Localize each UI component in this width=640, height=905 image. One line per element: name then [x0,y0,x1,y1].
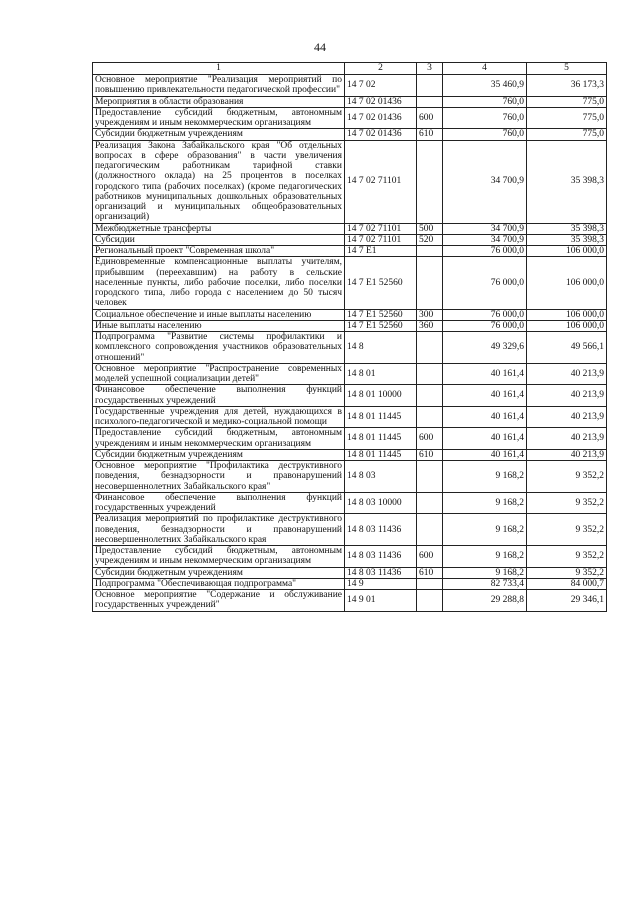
row-code: 14 7 02 01436 [345,96,417,107]
row-amount-1: 49 329,6 [443,332,527,364]
row-expense-type [417,385,443,407]
row-code: 14 8 01 10000 [345,385,417,407]
row-code: 14 7 02 71101 [345,234,417,245]
row-name: Реализация Закона Забайкальского края "Об отдельных вопросах в сфере образования" в части увеличения педагогическим работникам тарифной ставки (должностного оклада) на 25 процентов в поселках городского типа (рабочих поселках) (кроме педагогических работников муниципальных дошкольных образовательных организаций и муниципальных общеобразовательных организаций) [93,140,345,223]
table-row [93,514,607,546]
table-row [93,578,607,589]
row-name: Мероприятия в области образования [93,96,345,107]
row-name: Субсидии [93,234,345,245]
table-row [93,129,607,140]
row-code: 14 7 E1 52560 [345,320,417,331]
table-row [93,320,607,331]
row-amount-1: 76 000,0 [443,320,527,331]
row-code: 14 7 02 01436 [345,107,417,129]
row-amount-2: 9 352,2 [527,492,607,514]
table-row [93,223,607,234]
row-expense-type [417,257,443,309]
row-amount-2: 106 000,0 [527,320,607,331]
row-amount-1: 82 733,4 [443,578,527,589]
row-expense-type: 600 [417,107,443,129]
row-expense-type [417,514,443,546]
row-expense-type: 520 [417,234,443,245]
row-amount-1: 9 168,2 [443,546,527,568]
table-row [93,428,607,450]
row-amount-1: 34 700,9 [443,223,527,234]
row-amount-2: 775,0 [527,96,607,107]
table-row [93,546,607,568]
row-amount-1: 34 700,9 [443,140,527,223]
row-amount-2: 106 000,0 [527,246,607,257]
row-amount-1: 760,0 [443,96,527,107]
row-expense-type [417,246,443,257]
row-expense-type [417,590,443,612]
row-amount-2: 40 213,9 [527,363,607,385]
row-expense-type [417,461,443,493]
row-amount-1: 29 288,8 [443,590,527,612]
table-row [93,406,607,428]
row-amount-1: 40 161,4 [443,385,527,407]
table-row [93,492,607,514]
table-row [93,140,607,223]
table-row [93,96,607,107]
row-code: 14 8 [345,332,417,364]
row-name: Региональный проект "Современная школа" [93,246,345,257]
table-row [93,246,607,257]
row-name: Субсидии бюджетным учреждениям [93,129,345,140]
row-amount-1: 35 460,9 [443,75,527,97]
row-amount-2: 36 173,3 [527,75,607,97]
row-name: Предоставление субсидий бюджетным, автономным учреждениям и иным некоммерческим организациям [93,428,345,450]
row-amount-1: 76 000,0 [443,246,527,257]
row-expense-type: 610 [417,449,443,460]
header-col-3: 3 [417,63,443,75]
row-code: 14 8 01 11445 [345,449,417,460]
row-amount-1: 9 168,2 [443,514,527,546]
row-expense-type [417,75,443,97]
row-expense-type [417,363,443,385]
row-code: 14 9 [345,578,417,589]
row-amount-2: 106 000,0 [527,309,607,320]
row-name: Подпрограмма "Развитие системы профилактики и комплексного сопровождения участников образовательных отношений" [93,332,345,364]
row-code: 14 8 01 11445 [345,406,417,428]
row-expense-type: 600 [417,546,443,568]
header-col-2: 2 [345,63,417,75]
row-name: Основное мероприятие "Реализация мероприятий по повышению привлекательности педагогической профессии" [93,75,345,97]
row-amount-2: 775,0 [527,107,607,129]
row-amount-2: 9 352,2 [527,514,607,546]
table-row [93,567,607,578]
row-amount-1: 9 168,2 [443,567,527,578]
row-name: Основное мероприятие "Распространение современных моделей успешной социализации детей" [93,363,345,385]
row-amount-2: 40 213,9 [527,406,607,428]
row-name: Основное мероприятие "Содержание и обслуживание государственных учреждений" [93,590,345,612]
row-amount-2: 9 352,2 [527,567,607,578]
row-amount-1: 76 000,0 [443,309,527,320]
budget-table [92,62,607,612]
header-col-4: 4 [443,63,527,75]
row-amount-2: 35 398,3 [527,234,607,245]
row-expense-type [417,96,443,107]
row-name: Финансовое обеспечение выполнения функций государственных учреждений [93,492,345,514]
row-code: 14 8 03 [345,461,417,493]
row-amount-2: 49 566,1 [527,332,607,364]
row-amount-2: 9 352,2 [527,461,607,493]
row-name: Предоставление субсидий бюджетным, автономным учреждениям и иным некоммерческим организациям [93,546,345,568]
row-code: 14 8 01 [345,363,417,385]
table-row [93,309,607,320]
header-col-1: 1 [93,63,345,75]
row-amount-1: 40 161,4 [443,406,527,428]
table-row [93,461,607,493]
row-expense-type [417,492,443,514]
row-code: 14 7 02 71101 [345,223,417,234]
row-expense-type [417,406,443,428]
row-code: 14 8 03 11436 [345,514,417,546]
table-row [93,385,607,407]
row-expense-type [417,140,443,223]
row-amount-1: 34 700,9 [443,234,527,245]
row-expense-type: 610 [417,567,443,578]
row-expense-type: 360 [417,320,443,331]
row-amount-1: 40 161,4 [443,449,527,460]
page-number: 44 [314,40,326,54]
row-name: Основное мероприятие "Профилактика деструктивного поведения, безнадзорности и правонарушений несовершеннолетних Забайкальского края" [93,461,345,493]
row-code: 14 8 03 10000 [345,492,417,514]
row-amount-1: 40 161,4 [443,363,527,385]
table-row [93,449,607,460]
row-amount-2: 29 346,1 [527,590,607,612]
row-amount-2: 9 352,2 [527,546,607,568]
row-name: Социальное обеспечение и иные выплаты населению [93,309,345,320]
header-col-5: 5 [527,63,607,75]
row-name: Субсидии бюджетным учреждениям [93,567,345,578]
row-amount-2: 775,0 [527,129,607,140]
row-expense-type: 500 [417,223,443,234]
row-name: Государственные учреждения для детей, нуждающихся в психолого-педагогической и медико-социальной помощи [93,406,345,428]
row-amount-1: 40 161,4 [443,428,527,450]
row-expense-type: 300 [417,309,443,320]
row-name: Подпрограмма "Обеспечивающая подпрограмма" [93,578,345,589]
row-code: 14 7 02 [345,75,417,97]
row-code: 14 9 01 [345,590,417,612]
table-header-row [93,63,607,75]
row-name: Субсидии бюджетным учреждениям [93,449,345,460]
row-amount-1: 760,0 [443,129,527,140]
row-code: 14 8 03 11436 [345,567,417,578]
row-expense-type [417,332,443,364]
row-expense-type: 610 [417,129,443,140]
row-code: 14 7 02 01436 [345,129,417,140]
row-code: 14 7 E1 [345,246,417,257]
table-row [93,590,607,612]
row-amount-1: 9 168,2 [443,461,527,493]
row-code: 14 8 01 11445 [345,428,417,450]
table-body [93,75,607,612]
row-name: Иные выплаты населению [93,320,345,331]
row-expense-type [417,578,443,589]
table-row [93,363,607,385]
table-row [93,257,607,309]
row-amount-2: 84 000,7 [527,578,607,589]
row-amount-1: 760,0 [443,107,527,129]
row-amount-2: 40 213,9 [527,385,607,407]
row-name: Реализация мероприятий по профилактике деструктивного поведения, безнадзорности и правонарушений несовершеннолетних Забайкальского края [93,514,345,546]
row-amount-1: 76 000,0 [443,257,527,309]
row-amount-2: 106 000,0 [527,257,607,309]
row-amount-2: 35 398,3 [527,140,607,223]
table-row [93,332,607,364]
row-amount-2: 40 213,9 [527,428,607,450]
row-code: 14 7 E1 52560 [345,309,417,320]
row-name: Предоставление субсидий бюджетным, автономным учреждениям и иным некоммерческим организациям [93,107,345,129]
row-amount-2: 35 398,3 [527,223,607,234]
row-code: 14 7 E1 52560 [345,257,417,309]
row-code: 14 7 02 71101 [345,140,417,223]
row-name: Финансовое обеспечение выполнения функций государственных учреждений [93,385,345,407]
table-row [93,107,607,129]
row-name: Единовременные компенсационные выплаты учителям, прибывшим (переехавшим) на работу в сельские населенные пункты, либо рабочие поселки, либо поселки городского типа, либо города с населением до 50 тысяч человек [93,257,345,309]
table-row [93,234,607,245]
row-code: 14 8 03 11436 [345,546,417,568]
row-amount-1: 9 168,2 [443,492,527,514]
row-expense-type: 600 [417,428,443,450]
row-name: Межбюджетные трансферты [93,223,345,234]
row-amount-2: 40 213,9 [527,449,607,460]
table-row [93,75,607,97]
